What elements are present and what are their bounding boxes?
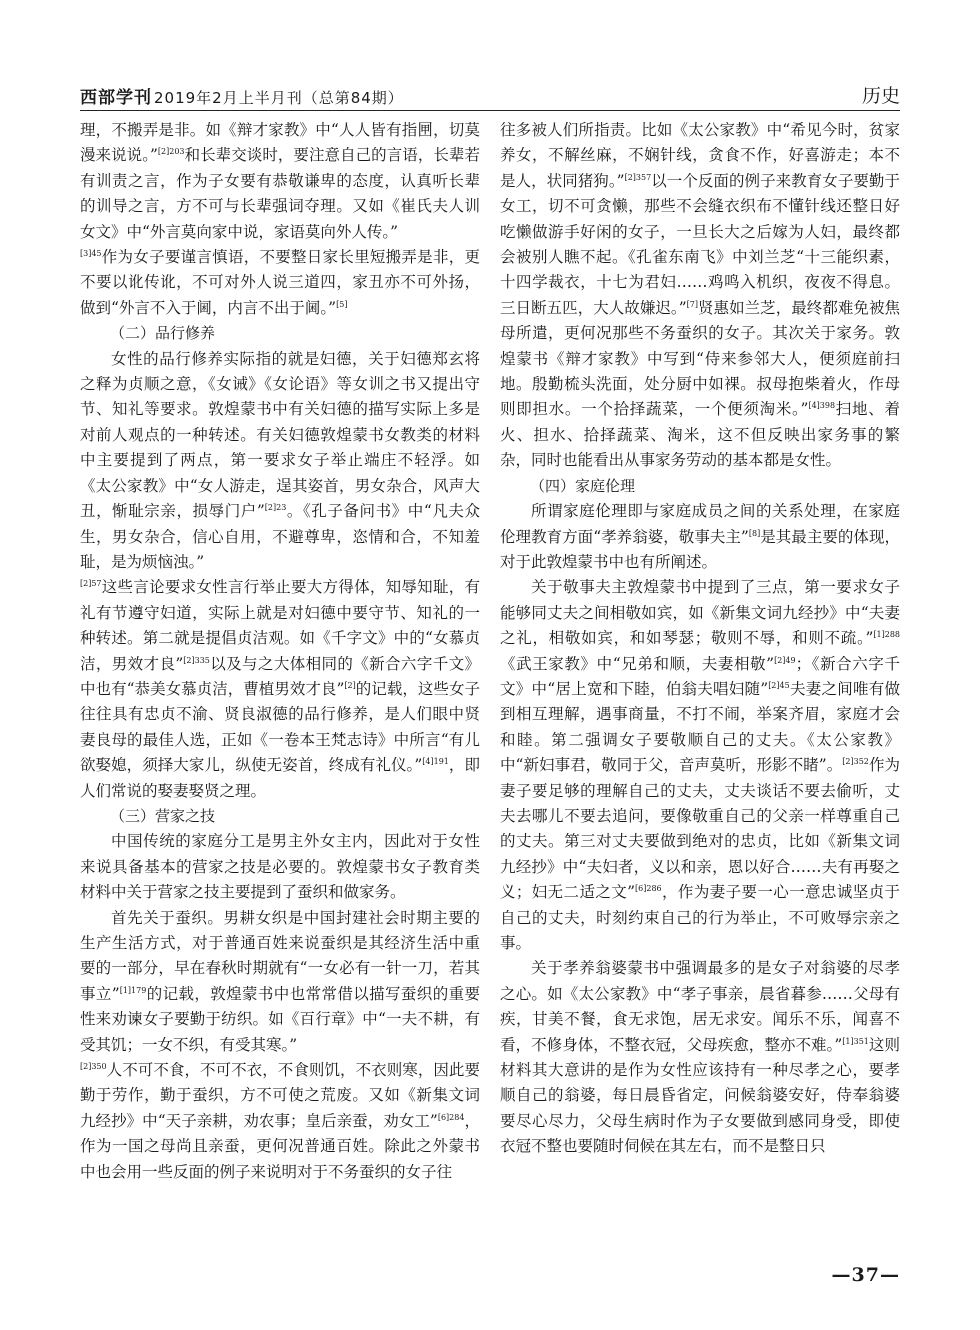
paragraph-text: 的记载，这些女子往往具有忠贞不渝、贤良淑德的品行修养，是人们眼中贤妻良母的最佳人选，正如《一卷本王梵志诗》中所言“有儿欲娶媳，须择大家儿，纵使无姿首，终成有礼仪。” — [80, 679, 480, 775]
paragraph-text: 作为女子要谨言慎语，不要整日家长里短搬弄是非，更不要以讹传讹，不可对外人说三道四，家丑亦不可外扬，做到“外言不入于阃，内言不出于阃。” — [80, 248, 480, 317]
paragraph — [500, 118, 900, 474]
paragraph — [80, 906, 480, 1058]
citation-ref: [2] — [344, 680, 356, 690]
citation-ref: [2]203 — [157, 147, 185, 157]
citation-ref: [2]49 — [774, 655, 796, 665]
citation-ref: [2]350 — [80, 1061, 107, 1071]
paragraph-text: ；《新合六字千文》中“居上宽和下睦，伯翁夫唱妇随” — [500, 654, 900, 698]
citation-ref: [1]179 — [119, 985, 147, 995]
paragraph-text: 扫地、着火、担水、拾择蔬菜、淘米，这不但反映出家务事的繁杂，同时也能看出从事家务劳动的基本都是女性。 — [500, 400, 900, 470]
paragraph-text: 所谓家庭伦理即与家庭成员之间的关系处理，在家庭伦理教育方面“孝养翁婆，敬事夫主” — [500, 502, 900, 546]
section-label: 历史 — [861, 85, 900, 107]
citation-ref: [6]286 — [635, 884, 662, 894]
paragraph-text: 人不可不食，不可不衣，不食则饥，不衣则寒，因此要勤于劳作，勤于蚕织，方不可使之荒废。又如《新集文词九经抄》中“天子亲耕，劝农事；皇后亲蚕，劝女工” — [80, 1061, 480, 1130]
paragraph-text: 这则材料其大意讲的是作为女性应该持有一种尽孝之心，要孝顺自己的翁婆，每日晨昏省定，问候翁婆安好，侍奉翁婆要尽心尽力，父母生病时作为子女要做到感同身受，即使衣冠不整也要随时伺候在其左右，而不是整日只 — [500, 1035, 900, 1156]
paragraph-text: ，作为一国之母尚且亲蚕，更何况普通百姓。除此之外蒙书中也会用一些反面的例子来说明对于不务蚕织的女子往 — [80, 1111, 480, 1181]
paragraph-text: 中国传统的家庭分工是男主外女主内，因此对于女性来说具备基本的营家之技是必要的。敦煌蒙书女子教育类材料中关于营家之技主要提到了蚕织和做家务。 — [80, 832, 480, 902]
header-rule — [80, 110, 900, 111]
citation-ref: [2]23 — [264, 502, 287, 512]
paragraph-text: 《武王家教》中“兄弟和顺，夫妻相敬” — [500, 654, 775, 673]
paragraph-text: ，作为妻子要一心一意忠诚坚贞于自己的丈夫，时刻约束自己的行为举止，不可败辱宗亲之事。 — [500, 883, 900, 952]
subsection-heading: （二）品行修养 — [110, 324, 216, 343]
journal-issue: 2019年2月上半月刊（总第84期） — [154, 89, 404, 107]
paragraph-text: 首先关于蚕织。男耕女织是中国封建社会时期主要的生产生活方式，对于普通百姓来说蚕织是其经济生活中重要的一部分，早在春秋时期就有“一女必有一针一刀，若其事立” — [80, 908, 480, 1003]
paragraph-text: 作为妻子要足够的理解自己的丈夫，丈夫谈话不要去偷听，丈夫去哪儿不要去追问，要像敬重自己的父亲一样尊重自己的丈夫。第三对丈夫要做到绝对的忠贞，比如《新集文词九经抄》中“夫妇者，义以和亲，恩以好合……夫有再娶之义；妇无二适之文” — [500, 756, 900, 902]
citation-ref: [5] — [336, 299, 348, 309]
paragraph — [80, 347, 480, 576]
paragraph — [80, 1058, 480, 1185]
subsection-heading: （三）营家之技 — [110, 806, 216, 825]
citation-ref: [8] — [748, 528, 761, 538]
citation-ref: [1]351 — [842, 1036, 869, 1046]
citation-ref: [1]288 — [873, 629, 900, 639]
paragraph-text: 以及与之大体相同的《新合六字千文》中也有“恭美女慕贞洁，曹植男效才良” — [80, 654, 480, 698]
paragraph — [500, 499, 900, 575]
paragraph-text: 贤惠如兰芝，最终都难免被焦母所遣，更何况那些不务蚕织的女子。其次关于家务。敦煌蒙书《辩才家教》中写到“侍来参邻大人，便须庭前扫地。殷勤梳头洗面，处分厨中如裸。叔母抱柴着火，作母则即担水。一个拾择蔬菜，一个便须淘米。” — [500, 298, 900, 419]
paragraph — [80, 575, 480, 804]
paragraph-text: 和长辈交谈时，要注意自己的言语，长辈若有训责之言，作为子女要有恭敬谦卑的态度，认真听长辈的训导之言，方不可与长辈强词夺理。又如《崔氏夫人训女文》中“外言莫向家中说，家语莫向外人传。” — [80, 146, 480, 241]
left-column — [80, 118, 480, 1185]
citation-ref: [3]45 — [80, 248, 102, 258]
paragraph — [500, 956, 900, 1159]
paragraph-text: 往多被人们所指责。比如《太公家教》中“希见今时，贫家养女，不解丝麻，不娴针线，贪食不作，好喜游走；本不是人，状同猪狗。” — [500, 121, 900, 190]
citation-ref: [2]57 — [80, 579, 102, 589]
page-number: —37— — [831, 1264, 900, 1286]
citation-ref: [4]191 — [422, 757, 449, 766]
citation-ref: [2]357 — [624, 172, 652, 182]
right-column — [500, 118, 900, 1160]
paragraph-text: 关于孝养翁婆蒙书中强调最多的是女子对翁婆的尽孝之心。如《太公家教》中“孝子事亲，晨省暮参……父母有疾，甘美不餐，食无求饱，居无求安。闻乐不乐，闻喜不看，不修身体，不整衣冠，父母疾愈，整亦不难。” — [500, 959, 900, 1054]
journal-title — [80, 83, 404, 108]
paragraph-text: ，即人们常说的娶妻娶贤之理。 — [80, 756, 480, 800]
paragraph-text: 女性的品行修养实际指的就是妇德，关于妇德郑玄将之释为贞顺之意，《女诫》《女论语》等女训之书又提出守节、知礼等要求。敦煌蒙书中有关妇德的描写实际上多是对前人观点的一种转述。有关妇德敦煌蒙书女教类的材料中主要提到了两点，第一要求女子举止端庄不轻浮。如《太公家教》中“女人游走，逞其姿首，男女杂合，风声大丑，惭耻宗亲，损辱门户” — [80, 349, 480, 521]
citation-ref: [6]284 — [437, 1112, 465, 1122]
paragraph-text: 理，不搬弄是非。如《辩才家教》中“人人皆有指㘡，切莫漫来说说。” — [80, 121, 480, 165]
paragraph-text: 以一个反面的例子来教育女子要勤于女工，切不可贪懒，那些不会缝衣织布不懂针线还整日好吃懒做游手好闲的女子，一旦长大之后嫁为人妇，最终都会被别人瞧不起。《孔雀东南飞》中刘兰芝“十三能织素，十四学裁衣，十七为君妇……鸡鸣入机织，夜夜不得息。三日断五匹，大人故嫌迟。” — [500, 171, 900, 317]
paragraph-text: 夫妻之间唯有做到相互理解，遇事商量，不打不闹，举案齐眉，家庭才会和睦。第二强调女子要敬顺自己的丈夫。《太公家教》中“新妇事君，敬同于父，音声莫听，形影不睹”。 — [500, 679, 900, 775]
paragraph — [500, 575, 900, 956]
paragraph — [80, 829, 480, 905]
paragraph — [80, 245, 480, 321]
paragraph-text: 关于敬事夫主敦煌蒙书中提到了三点，第一要求女子能够同丈夫之间相敬如宾，如《新集文词九经抄》中“夫妻之礼，相敬如宾，和如琴瑟；敬则不辱，和则不疏。” — [500, 578, 900, 648]
paragraph-text: 是其最主要的体现，对于此敦煌蒙书中也有所阐述。 — [500, 527, 900, 571]
paragraph-text: 这些言论要求女性言行举止要大方得体，知辱知耻，有礼有节遵守妇道，实际上就是对妇德中要守节、知礼的一种转述。第二就是提倡贞洁观。如《千字文》中的“女慕贞洁，男效才良” — [80, 578, 480, 673]
paragraph-text: 。《孔子备问书》中“凡夫众生，男女杂合，信心自用，不避尊卑，恣情和合，不知羞耻，是为烦恼浊。” — [80, 502, 480, 571]
paragraph-text: 的记载，敦煌蒙书中也常常借以描写蚕织的重要性来劝谏女子要勤于纺织。如《百行章》中“一夫不耕，有受其饥；一女不织，有受其寒。” — [80, 984, 480, 1054]
page-header — [80, 74, 900, 108]
citation-ref: [7] — [686, 299, 698, 309]
citation-ref: [2]352 — [842, 757, 869, 766]
journal-name: 西部学刊 — [80, 88, 152, 108]
paragraph — [80, 118, 480, 245]
citation-ref: [2]335 — [183, 655, 210, 665]
subsection-heading: （四）家庭伦理 — [530, 476, 636, 495]
citation-ref: [4]398 — [808, 401, 836, 411]
citation-ref: [2]45 — [768, 680, 790, 690]
